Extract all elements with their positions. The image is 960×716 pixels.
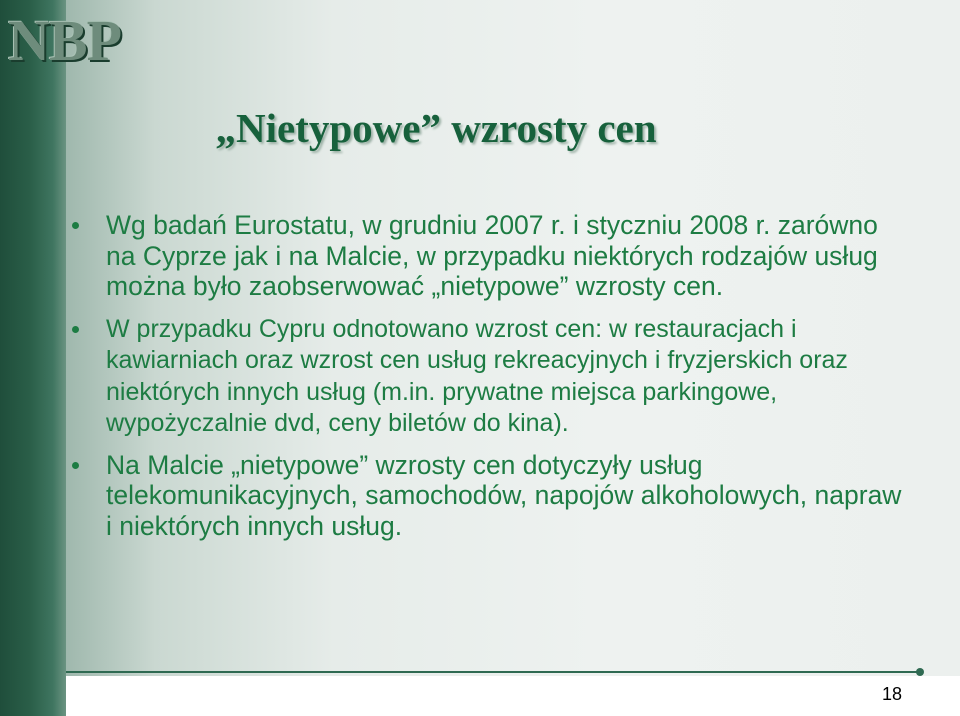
left-decorative-band xyxy=(0,0,66,716)
bullet-item-malta xyxy=(70,450,910,542)
bullet-text: W przypadku Cypru odnotowano wzrost cen: w restauracjach i kawiarniach oraz wzrost cen usług rekreacyjnych i fryzjerskich oraz niektórych innych usług (m.in. prywatne miejsca parkingowe, wypożyczalnie dvd, ceny biletów do kina). xyxy=(106,314,848,437)
bullet-item-eurostat xyxy=(70,210,910,302)
nbp-logo: NBP xyxy=(8,8,121,73)
footer-divider-line xyxy=(66,671,922,673)
bullet-item-cyprus xyxy=(70,314,910,440)
bullet-dot-icon xyxy=(72,326,79,333)
bullet-list xyxy=(70,210,910,541)
page-number: 18 xyxy=(881,684,903,704)
bullet-dot-icon xyxy=(72,222,79,229)
slide-title: „Nietypowe” wzrosty cen xyxy=(215,105,657,151)
bullet-text: Na Malcie „nietypowe” wzrosty cen dotyczyły usług telekomunikacyjnych, samochodów, napojów alkoholowych, napraw i niektórych innych usług. xyxy=(106,449,902,541)
bullet-text: Wg badań Eurostatu, w grudniu 2007 r. i styczniu 2008 r. zarówno na Cyprze jak i na Malcie, w przypadku niektórych rodzajów usług można było zaobserwować „nietypowe” wzrosty cen. xyxy=(106,210,878,301)
footer-area xyxy=(66,676,960,716)
bullet-dot-icon xyxy=(72,462,79,469)
footer-divider-end-dot xyxy=(916,668,924,676)
